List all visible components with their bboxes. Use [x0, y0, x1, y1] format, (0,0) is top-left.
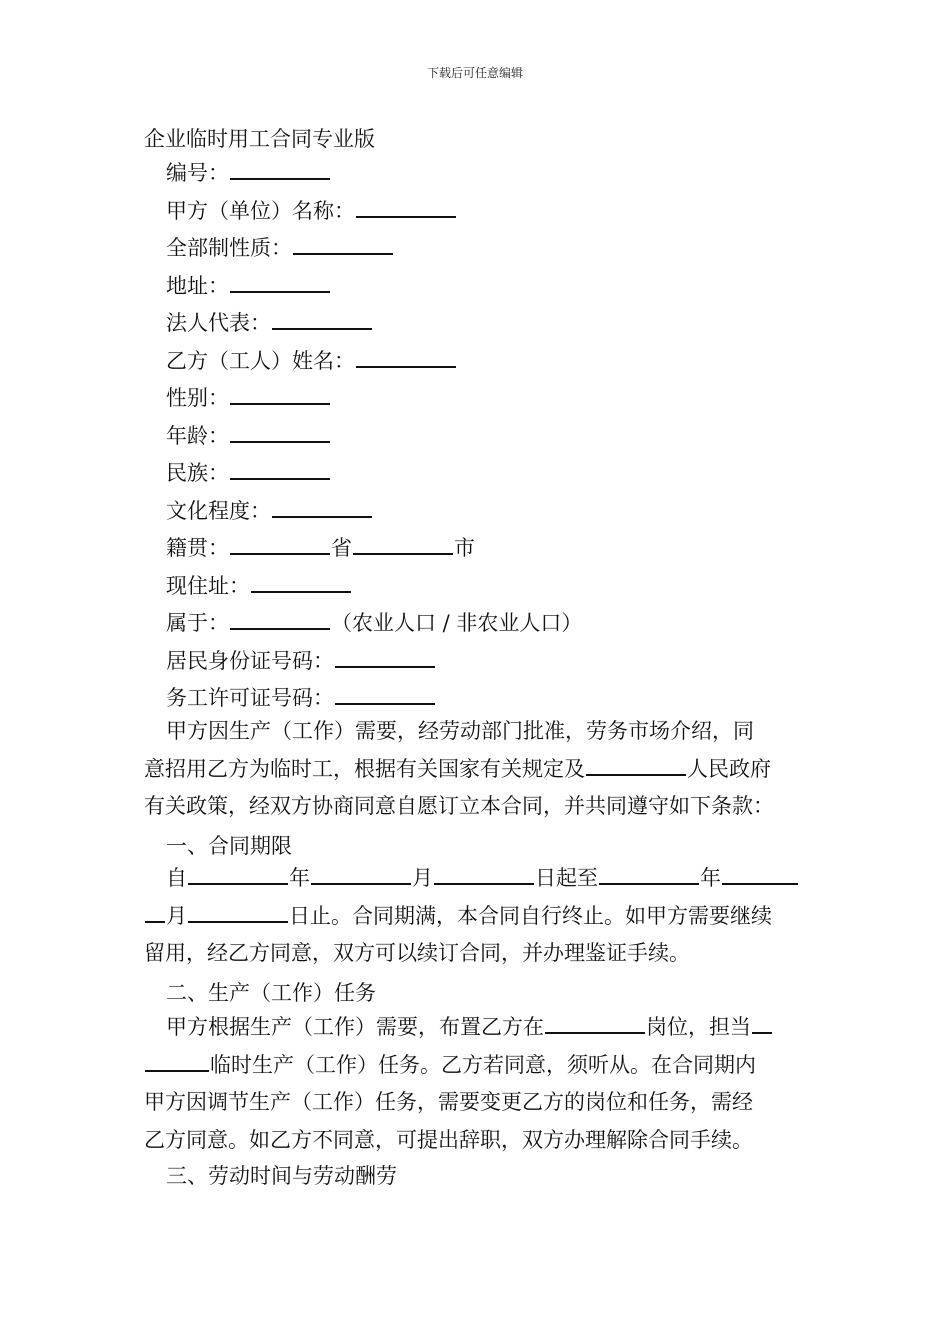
field-label: 文化程度：	[166, 498, 271, 523]
field-legal-rep	[166, 307, 582, 345]
page-header-note: 下载后可任意编辑	[426, 66, 523, 80]
field-label: 甲方（单位）名称：	[166, 198, 355, 223]
field-label: 性别：	[166, 386, 229, 410]
term-text: 年	[700, 866, 721, 890]
end-month-blank[interactable]	[722, 863, 798, 885]
number-blank[interactable]	[230, 158, 330, 180]
section-2-title: 二、生产（工作）任务	[166, 981, 376, 1005]
task-line-3: 甲方因调节生产（工作）任务，需要变更乙方的岗位和任务，需经	[144, 1090, 753, 1114]
start-month-blank[interactable]	[311, 863, 411, 885]
employer-name-blank[interactable]	[356, 196, 456, 218]
field-label: 居民身份证号码：	[166, 648, 334, 673]
task-text: 临时生产（工作）任务。乙方若同意，须听从。在合同期内	[210, 1052, 756, 1077]
current-address-blank[interactable]	[251, 571, 351, 593]
ownership-blank[interactable]	[293, 233, 393, 255]
section-2-body	[144, 1009, 808, 1159]
field-label: 编号：	[166, 161, 229, 185]
term-text: 自	[166, 866, 187, 890]
task-blank-cont[interactable]	[145, 1050, 209, 1072]
id-number-blank[interactable]	[335, 646, 435, 668]
worker-name-blank[interactable]	[356, 346, 456, 368]
field-label: 地址：	[166, 273, 229, 298]
province-label: 省	[331, 536, 352, 560]
section-1-body	[144, 860, 808, 973]
position-blank[interactable]	[545, 1012, 645, 1034]
address-blank[interactable]	[230, 271, 330, 293]
intro-line-3: 有关政策，经双方协商同意自愿订立本合同，并共同遵守如下条款：	[144, 794, 774, 818]
field-employer-name	[166, 195, 582, 233]
city-label: 市	[454, 536, 475, 560]
intro-text: 意招用乙方为临时工，根据有关国家有关规定及	[144, 756, 585, 781]
end-month-blank-cont[interactable]	[145, 901, 165, 923]
term-text: 日止。合同期满，本合同自行终止。如甲方需要继续	[289, 903, 772, 928]
task-blank[interactable]	[752, 1012, 772, 1034]
contract-fields	[166, 157, 582, 720]
field-label: 现住址：	[166, 573, 250, 598]
work-permit-blank[interactable]	[335, 683, 435, 705]
intro-paragraph	[144, 713, 808, 826]
field-age	[166, 420, 582, 458]
section-3-title: 三、劳动时间与劳动酬劳	[166, 1164, 397, 1188]
task-text: 岗位，担当	[646, 1015, 751, 1039]
field-education	[166, 495, 582, 533]
legal-rep-blank[interactable]	[272, 308, 372, 330]
field-label: 年龄：	[166, 423, 229, 448]
field-label: 籍贯：	[166, 536, 229, 560]
section-1-title: 一、合同期限	[166, 834, 292, 858]
field-worker-name	[166, 345, 582, 383]
field-address	[166, 270, 582, 308]
province-blank[interactable]	[230, 533, 330, 555]
end-year-blank[interactable]	[599, 863, 699, 885]
field-label: 务工许可证号码：	[166, 686, 334, 710]
field-label: 属于：	[166, 611, 229, 635]
field-number	[166, 157, 582, 195]
term-text: 月	[166, 903, 187, 928]
term-dates-line	[144, 860, 808, 898]
term-text: 日起至	[535, 866, 598, 890]
term-text: 年	[289, 866, 310, 890]
start-day-blank[interactable]	[434, 863, 534, 885]
field-label: 民族：	[166, 461, 229, 485]
field-label: 法人代表：	[166, 311, 271, 335]
field-current-address	[166, 570, 582, 608]
document-title: 企业临时用工合同专业版	[144, 127, 375, 151]
field-label: 乙方（工人）姓名：	[166, 348, 355, 373]
gender-blank[interactable]	[230, 383, 330, 405]
end-day-blank[interactable]	[188, 901, 288, 923]
age-blank[interactable]	[230, 421, 330, 443]
government-blank[interactable]	[586, 754, 686, 776]
start-year-blank[interactable]	[188, 863, 288, 885]
intro-line-2	[144, 751, 808, 789]
field-gender	[166, 382, 582, 420]
task-line-4: 乙方同意。如乙方不同意，可提出辞职，双方办理解除合同手续。	[144, 1127, 753, 1152]
ethnicity-blank[interactable]	[230, 458, 330, 480]
task-line-1	[144, 1009, 808, 1047]
task-text: 甲方根据生产（工作）需要，布置乙方在	[166, 1015, 544, 1039]
city-blank[interactable]	[353, 533, 453, 555]
education-blank[interactable]	[272, 496, 372, 518]
field-native-place	[166, 532, 582, 570]
field-household-type	[166, 607, 582, 645]
field-ownership	[166, 232, 582, 270]
field-id-number	[166, 645, 582, 683]
household-type-blank[interactable]	[230, 608, 330, 630]
field-label: 全部制性质：	[166, 236, 292, 260]
intro-line-1: 甲方因生产（工作）需要，经劳动部门批准，劳务市场介绍，同	[166, 719, 754, 743]
term-line-2	[144, 898, 808, 936]
household-type-options: （农业人口 / 非农业人口）	[331, 611, 583, 635]
field-ethnicity	[166, 457, 582, 495]
term-text: 月	[412, 866, 433, 890]
task-line-2	[144, 1047, 808, 1085]
term-line-3: 留用，经乙方同意，双方可以续订合同，并办理鉴证手续。	[144, 941, 690, 965]
intro-text: 人民政府	[687, 756, 771, 781]
